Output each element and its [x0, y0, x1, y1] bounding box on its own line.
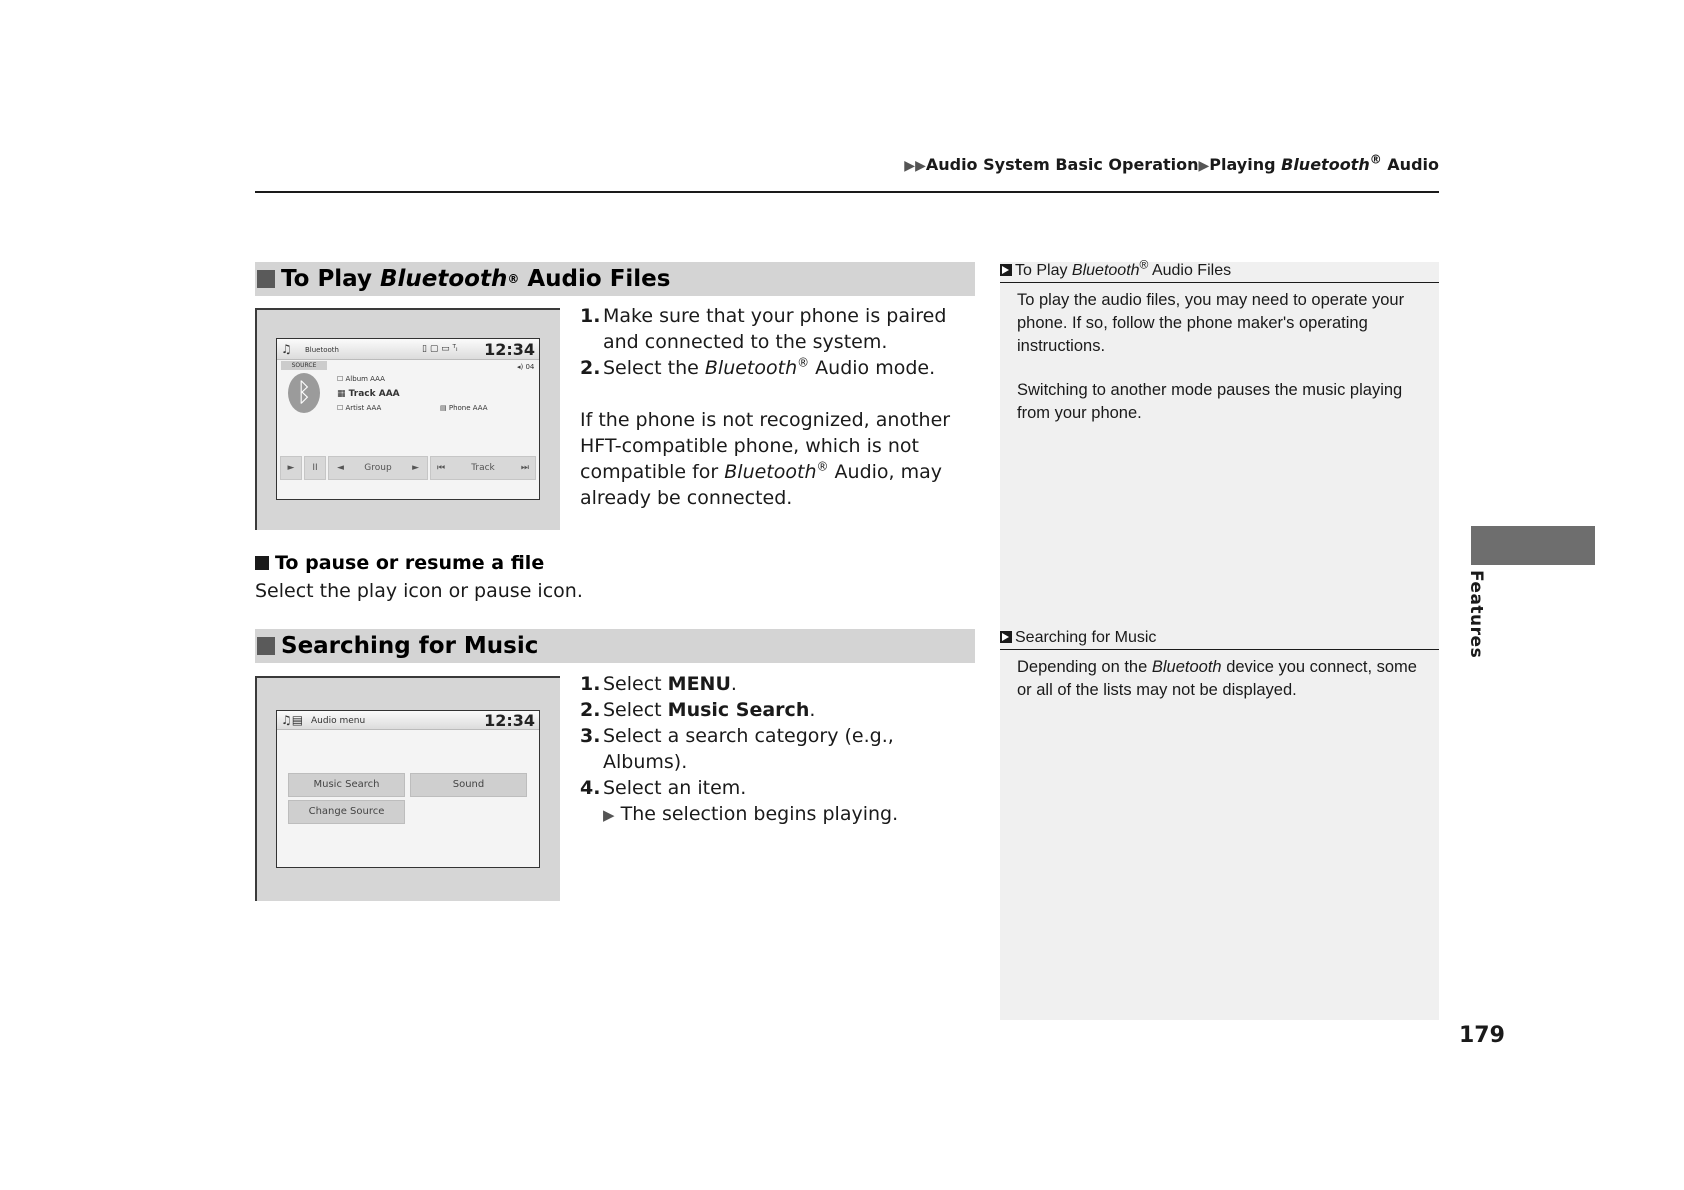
- section-heading-play-bluetooth: To Play Bluetooth ® Audio Files: [255, 262, 975, 296]
- subsection-marker-icon: [255, 556, 269, 570]
- phone-row: ▤ Phone AAA: [440, 404, 488, 412]
- screen-clock: 12:34: [484, 340, 535, 359]
- bluetooth-audio-screen: [276, 338, 540, 500]
- chapter-tab-label: Features: [1466, 570, 1486, 659]
- chapter-tab[interactable]: [1471, 526, 1595, 565]
- music-note-icon: ♫: [281, 342, 292, 356]
- bluetooth-icon: ᛒ: [288, 373, 320, 413]
- note-body-searching-music: Depending on the Bluetooth device you connect, some or all of the lists may not be displayed.: [1017, 658, 1417, 699]
- section-heading-searching-music: Searching for Music: [255, 629, 975, 663]
- result-arrow-icon: ▶: [603, 806, 615, 824]
- note-body-play-bluetooth: [1017, 289, 1427, 425]
- section2-steps: [580, 671, 975, 828]
- section1-note-paragraph: If the phone is not recognized, another HFT-compatible phone, which is not compatible for Bluetooth® Audio, may already be connected.: [580, 409, 951, 509]
- status-icons: ▯ ▢ ▭ ᵀᵢ: [422, 344, 458, 354]
- step-3: 3. Select a search category (e.g., Albums).: [580, 725, 894, 773]
- header-divider: [255, 191, 1439, 193]
- group-control[interactable]: ◄ Group ►: [328, 456, 428, 480]
- step-2: 2. Select Music Search.: [580, 699, 816, 721]
- screen-clock: 12:34: [484, 711, 535, 730]
- step-4: 4. Select an item.: [580, 777, 747, 799]
- track-control[interactable]: ⏮ Track ⏭: [430, 456, 536, 480]
- play-button[interactable]: ►: [280, 456, 302, 480]
- change-source-button[interactable]: Change Source: [288, 800, 405, 824]
- screen-title: Bluetooth: [305, 346, 339, 354]
- arrow-icon: ▶: [1198, 158, 1210, 174]
- subsection-heading-pause: To pause or resume a file: [255, 552, 544, 574]
- breadcrumb-item-playing-bluetooth: Playing Bluetooth® Audio: [1209, 152, 1439, 174]
- section-marker-icon: [257, 270, 275, 288]
- note-heading-searching-music: Searching for Music: [1000, 629, 1439, 650]
- screen-title: Audio menu: [311, 716, 366, 726]
- artist-row: ☐ Artist AAA: [337, 404, 382, 412]
- section-marker-icon: [257, 637, 275, 655]
- reference-arrow-icon: [1000, 631, 1012, 643]
- step-1: 1. Make sure that your phone is paired and connected to the system.: [580, 305, 947, 353]
- page-number: 179: [1459, 1023, 1505, 1048]
- step-2: 2. Select the Bluetooth® Audio mode.: [580, 355, 936, 379]
- note-heading-play-bluetooth: To Play Bluetooth® Audio Files: [1000, 262, 1439, 283]
- subsection-text: Select the play icon or pause icon.: [255, 580, 583, 602]
- track-row: ▦ Track AAA: [337, 389, 400, 399]
- audio-menu-screen: [276, 710, 540, 868]
- breadcrumb-item-audio-system: Audio System Basic Operation: [925, 155, 1199, 174]
- music-note-icon: ♫▤: [281, 713, 304, 727]
- album-row: ☐ Album AAA: [337, 375, 385, 383]
- note-paragraph-1: To play the audio files, you may need to operate your phone. If so, follow the phone maker's operating instructions.: [1017, 291, 1405, 355]
- reference-arrow-icon: [1000, 264, 1012, 276]
- breadcrumb: [904, 152, 1439, 174]
- music-search-button[interactable]: Music Search: [288, 773, 405, 797]
- double-arrow-icon: ▶▶: [904, 158, 926, 174]
- volume-icon: ◂) 04: [517, 363, 535, 371]
- section1-steps: [580, 303, 975, 511]
- note-paragraph-2: Switching to another mode pauses the music playing from your phone.: [1017, 381, 1403, 422]
- audio-menu-screen-figure: [255, 676, 560, 901]
- source-label: SOURCE: [281, 361, 327, 370]
- pause-button[interactable]: II: [304, 456, 326, 480]
- step-1: 1. Select MENU.: [580, 673, 737, 695]
- sound-button[interactable]: Sound: [410, 773, 527, 797]
- step-result: ▶ The selection begins playing.: [603, 803, 899, 825]
- bluetooth-audio-screen-figure: [255, 308, 560, 530]
